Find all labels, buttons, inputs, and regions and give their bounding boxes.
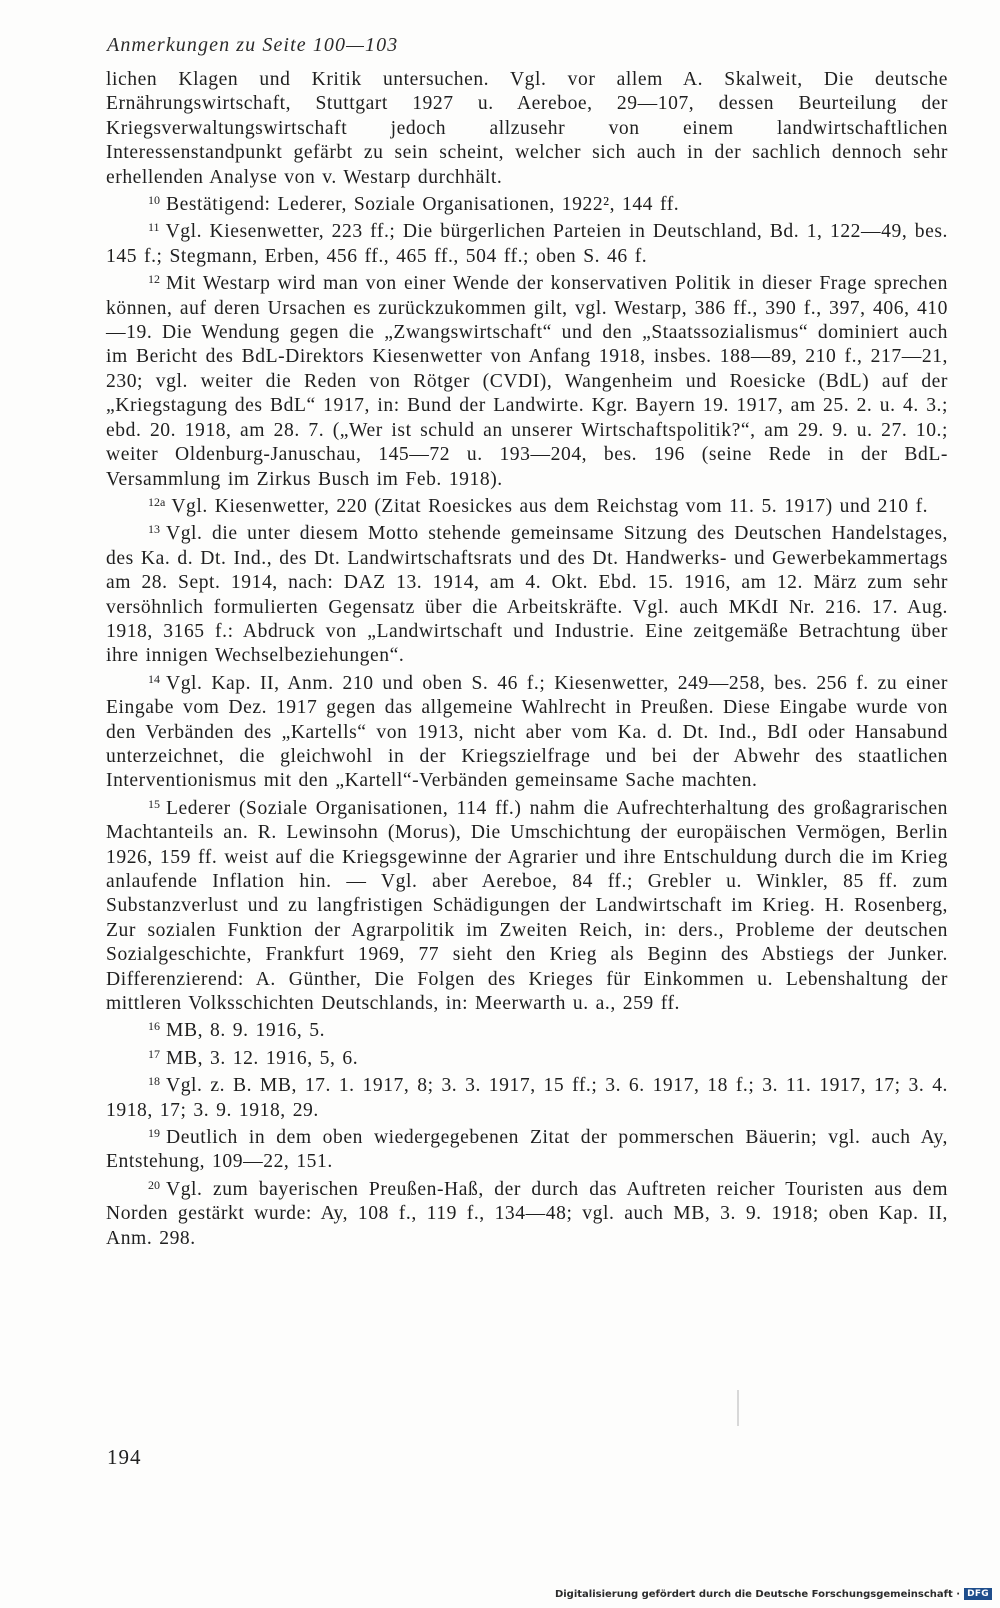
note-number: 18 [148, 1074, 160, 1089]
note-number: 17 [148, 1046, 160, 1061]
note-number: 20 [148, 1177, 160, 1192]
note-number: 11 [148, 220, 160, 235]
note-number: 12 [148, 272, 160, 287]
dfg-logo: DFG [964, 1588, 992, 1600]
credit-text: Digitalisierung gefördert durch die Deutsche Forschungsgemeinschaft · [554, 1588, 961, 1600]
note-number: 15 [148, 796, 160, 811]
note-number: 16 [148, 1019, 160, 1034]
note-text: Vgl. zum bayerischen Preußen-Haß, der durch das Auftreten reicher Touristen aus dem Norden gestärkt wurde: Ay, 108 f., 119 f., 134—48; vgl. auch MB, 3. 9. 1918; oben Kap. II, Anm. 298. [106, 1178, 948, 1249]
continuation-paragraph: lichen Klagen und Kritik untersuchen. Vgl. vor allem A. Skalweit, Die deutsche Ernährungswirtschaft, Stuttgart 1927 u. Aereboe, 29—107, dessen Beurteilung der Kriegsverwaltungswirtschaft jedoch allzusehr von einem landwirtschaftlichen Interessenstandpunkt gefärbt zu sein scheint, welcher sich auch in der sachlich dennoch sehr erhellenden Analyse von v. Westarp durchhält. [106, 69, 948, 188]
digitization-credit [555, 1588, 992, 1600]
endnote-16 [106, 1019, 948, 1043]
scan-artifact-line [737, 1390, 739, 1426]
endnotes-text [106, 68, 948, 1251]
note-text: Lederer (Soziale Organisationen, 114 ff.) nahm die Aufrechterhaltung des großagrarischen Machtanteils an. R. Lewinsohn (Morus), Die Umschichtung der europäischen Vermögen, Berlin 1926, 159 ff. weist auf die Kriegsgewinne der Agrarier und ihre Entschuldung durch die im Krieg anlaufende Inflation hin. — Vgl. aber Aereboe, 84 ff.; Grebler u. Winkler, 85 ff. zum Substanzverlust und zu langfristigen Schädigungen der Landwirtschaft im Krieg. H. Rosenberg, Zur sozialen Funktion der Agrarpolitik im Zweiten Reich, in: ders., Probleme der deutschen Sozialgeschichte, Frankfurt 1969, 77 sieht den Krieg als Beginn des Abstiegs der Junker. Differenzierend: A. Günther, Die Folgen des Krieges für Einkommen u. Lebenshaltung der mittleren Volksschichten Deutschlands, in: Meerwarth u. a., 259 ff. [106, 797, 948, 1015]
note-text: Mit Westarp wird man von einer Wende der konservativen Politik in dieser Frage sprechen können, auf deren Ursachen es zurückzukommen gilt, vgl. Westarp, 386 ff., 390 f., 397, 406, 410—19. Die Wendung gegen die „Zwangswirtschaft“ und den „Staatssozialismus“ dominiert auch im Bericht des BdL-Direktors Kiesenwetter von Anfang 1918, insbes. 188—89, 210 f., 217—21, 230; vgl. weiter die Reden von Rötger (CVDI), Wangenheim und Roesicke (BdL) auf der „Kriegstagung des BdL“ 1917, in: Bund der Landwirte. Kgr. Bayern 19. 1917, am 25. 2. u. 4. 3.; ebd. 20. 1918, am 28. 7. („Wer ist schuld an unserer Wirtschaftspolitik?“, am 29. 9. u. 27. 10.; weiter Oldenburg-Januschau, 145—72 u. 193—204, bes. 196 (seine Rede in der BdL-Versammlung im Zirkus Busch im Feb. 1918). [106, 273, 948, 490]
note-text: Deutlich in dem oben wiedergegebenen Zitat der pommerschen Bäuerin; vgl. auch Ay, Entstehung, 109—22, 151. [106, 1127, 948, 1173]
endnote-11 [106, 220, 948, 269]
note-text: MB, 3. 12. 1916, 5, 6. [166, 1047, 359, 1069]
note-number: 13 [148, 522, 160, 537]
endnote-15 [106, 797, 948, 1017]
endnote-14 [106, 672, 948, 794]
endnote-12a [106, 495, 948, 519]
endnote-20 [106, 1178, 948, 1251]
running-head: Anmerkungen zu Seite 100—103 [107, 34, 399, 56]
endnote-18 [106, 1074, 948, 1123]
note-text: Vgl. die unter diesem Motto stehende gemeinsame Sitzung des Deutschen Handelstages, des Ka. d. Dt. Ind., des Dt. Landwirtschaftsrats und des Dt. Handwerks- und Gewerbekammertags am 28. Sept. 1914, nach: DAZ 13. 1914, am 4. Okt. Ebd. 15. 1916, am 12. März zum sehr versöhnlich formulierten Gegensatz über die Arbeitskräfte. Vgl. auch MKdI Nr. 216. 17. Aug. 1918, 3165 f.: Abdruck von „Landwirtschaft und Industrie. Eine zeitgemäße Betrachtung über ihre innigen Wechselbeziehungen“. [106, 523, 948, 667]
note-text: Vgl. Kiesenwetter, 220 (Zitat Roesickes aus dem Reichstag vom 11. 5. 1917) und 210 f. [171, 495, 929, 517]
endnote-12 [106, 272, 948, 492]
endnote-19 [106, 1126, 948, 1175]
note-text: Vgl. z. B. MB, 17. 1. 1917, 8; 3. 3. 1917, 15 ff.; 3. 6. 1917, 18 f.; 3. 11. 1917, 17; 3. 4. 1918, 17; 3. 9. 1918, 29. [106, 1075, 948, 1121]
note-text: Bestätigend: Lederer, Soziale Organisationen, 1922², 144 ff. [166, 194, 680, 216]
note-text: MB, 8. 9. 1916, 5. [166, 1020, 326, 1042]
endnote-13 [106, 522, 948, 668]
note-number: 12a [148, 494, 166, 509]
note-text: Vgl. Kap. II, Anm. 210 und oben S. 46 f.; Kiesenwetter, 249—258, bes. 256 f. zu einer Eingabe vom Dez. 1917 gegen das allgemeine Wahlrecht in Preußen. Diese Eingabe wurde von den Verbänden des „Kartells“ von 1913, nicht aber vom Ka. d. Dt. Ind., BdI oder Hansabund unterzeichnet, die gleichwohl in der Kriegszielfrage und bei der Abwehr des staatlichen Interventionismus mit den „Kartell“-Verbänden gemeinsame Sache machten. [106, 672, 948, 792]
note-text: Vgl. Kiesenwetter, 223 ff.; Die bürgerlichen Parteien in Deutschland, Bd. 1, 122—49, bes. 145 f.; Stegmann, Erben, 456 ff., 465 ff., 504 ff.; oben S. 46 f. [106, 221, 948, 267]
page-number: 194 [107, 1445, 142, 1469]
note-number: 14 [148, 671, 160, 686]
note-number: 10 [148, 193, 160, 208]
note-number: 19 [148, 1126, 160, 1141]
endnote-17 [106, 1047, 948, 1071]
endnote-10 [106, 193, 948, 217]
